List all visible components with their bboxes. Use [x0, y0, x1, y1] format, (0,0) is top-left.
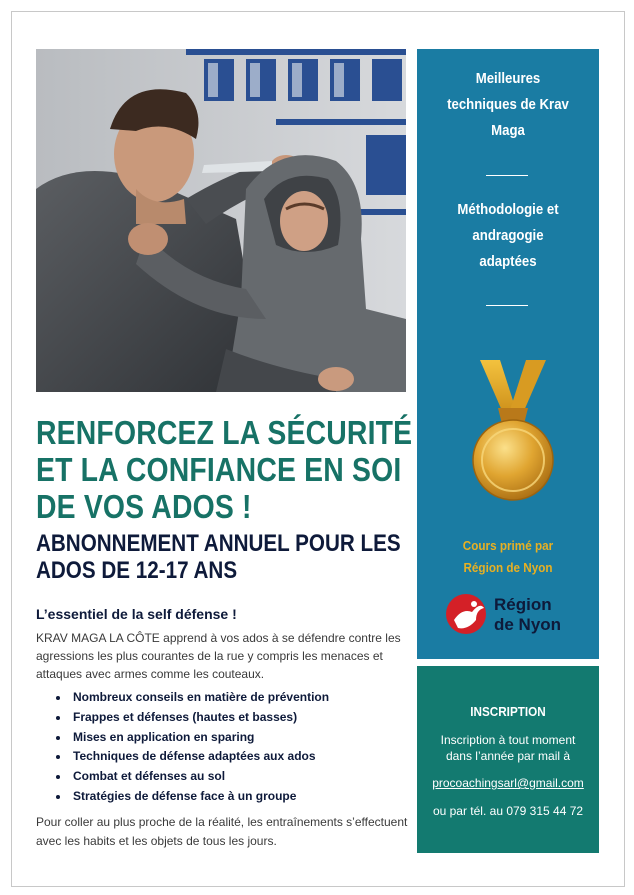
- highlight-text: Méthodologie et: [457, 201, 559, 218]
- inscription-text: [417, 732, 599, 764]
- divider: [486, 305, 528, 306]
- headline-line-3: DE VOS ADOS !: [36, 488, 252, 525]
- inscription-panel: [417, 666, 599, 853]
- headline-line-1: RENFORCEZ LA SÉCURITÉ: [36, 414, 413, 451]
- highlight-text: techniques de Krav: [447, 96, 569, 113]
- inscription-line: dans l’année par mail à: [445, 749, 571, 763]
- intro-paragraph: KRAV MAGA LA CÔTE apprend à vos ados à se défendre contre les agressions les plus courantes de la rue y compris les menaces et attaques avec armes comme les couteaux.: [36, 631, 401, 681]
- inscription-line: Inscription à tout moment: [440, 733, 576, 747]
- award-text: Cours primé par: [462, 538, 554, 553]
- region-logo-line: de Nyon: [494, 615, 562, 634]
- list-item: Stratégies de défense face à un groupe: [56, 787, 396, 807]
- award-caption: [426, 535, 590, 579]
- phone-text: ou par tél. au 079 315 44 72: [432, 804, 584, 818]
- highlight-techniques: [428, 66, 588, 144]
- region-logo-line: Région: [494, 595, 552, 614]
- list-item: Combat et défenses au sol: [56, 767, 396, 787]
- outro-paragraph: Pour coller au plus proche de la réalité, les entraînements s’effectuent avec les habits et les objets de tous les jours.: [36, 815, 408, 848]
- list-item: Mises en application en sparing: [56, 728, 396, 748]
- award-text: Région de Nyon: [463, 560, 553, 575]
- subhead-line-2: ADOS DE 12-17 ANS: [36, 557, 238, 584]
- email-link[interactable]: procoachingsarl@gmail.com: [432, 776, 584, 790]
- highlight-text: adaptées: [479, 253, 537, 270]
- gold-medal-icon: [468, 358, 558, 508]
- divider: [486, 175, 528, 176]
- highlight-text: andragogie: [472, 227, 544, 244]
- inscription-title: INSCRIPTION: [470, 704, 546, 719]
- list-item: Nombreux conseils en matière de prévention: [56, 688, 396, 708]
- headline-line-2: ET LA CONFIANCE EN SOI: [36, 451, 402, 488]
- list-item: Techniques de défense adaptées aux ados: [56, 747, 396, 767]
- subhead-line-1: ABNONNEMENT ANNUEL POUR LES: [36, 530, 401, 557]
- highlight-methodology: [428, 197, 588, 275]
- highlight-text: Meilleures: [475, 70, 541, 87]
- list-item: Frappes et défenses (hautes et basses): [56, 708, 396, 728]
- section-title: L’essentiel de la self défense !: [36, 606, 237, 622]
- feature-list: [56, 688, 396, 807]
- region-logo-text: [494, 595, 561, 635]
- headline: [36, 414, 414, 525]
- highlight-text: Maga: [491, 122, 525, 139]
- hero-photo: [36, 49, 406, 392]
- subheadline: [36, 530, 414, 584]
